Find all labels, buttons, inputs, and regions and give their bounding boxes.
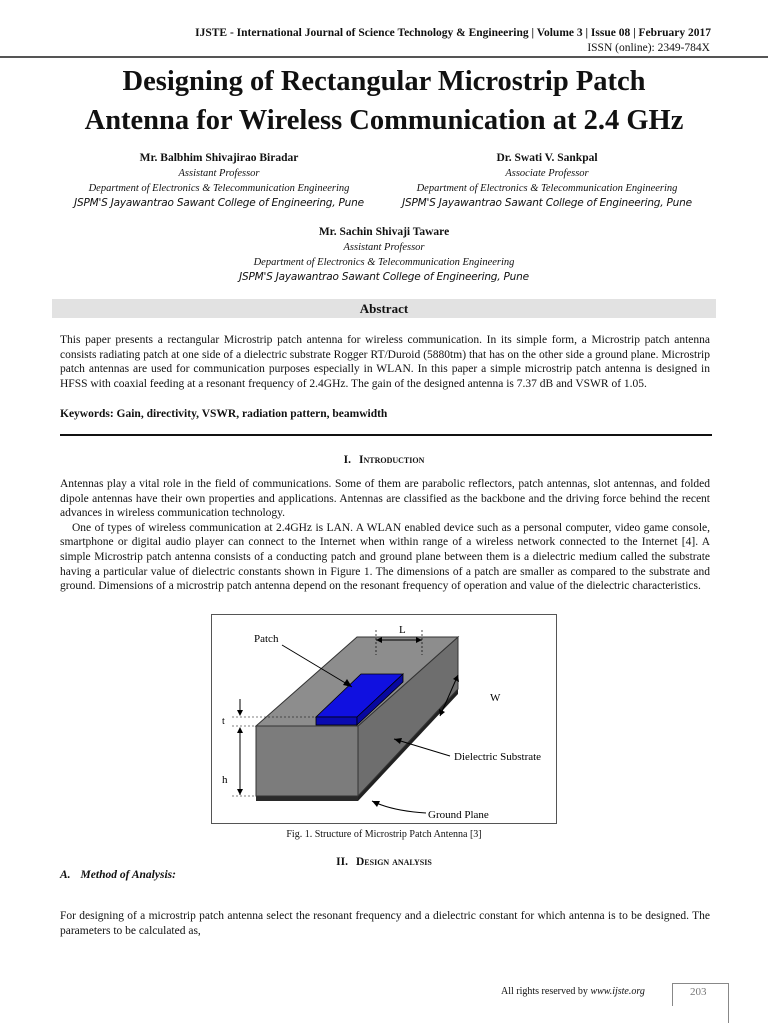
author-1 xyxy=(54,151,384,211)
subsection-letter: A. xyxy=(60,869,71,881)
author-name: Mr. Sachin Shivaji Taware xyxy=(318,226,450,238)
ground-plane-pointer xyxy=(372,801,426,813)
author-college: JSPM'S Jayawantrao Sawant College of Engineering, Pune xyxy=(239,271,529,283)
subsection-heading xyxy=(60,869,176,881)
author-role: Assistant Professor xyxy=(343,242,425,253)
substrate-label: Dielectric Substrate xyxy=(454,751,542,763)
section-heading-design-analysis xyxy=(0,856,768,868)
patch-antenna-diagram xyxy=(212,615,556,823)
author-role: Assistant Professor xyxy=(178,168,260,179)
author-college: JSPM'S Jayawantrao Sawant College of Engineering, Pune xyxy=(74,197,364,209)
height-arrowhead-bottom xyxy=(237,789,243,795)
design-analysis-paragraph: For designing of a microstrip patch antenna select the resonant frequency and a dielectric constant for which antenna is to be designed. The parameters to be calculated as, xyxy=(60,910,710,937)
abstract-rule xyxy=(60,434,712,436)
author-department: Department of Electronics & Telecommunication Engineering xyxy=(88,183,350,194)
author-name: Mr. Balbhim Shivajirao Biradar xyxy=(139,152,299,164)
introduction-body xyxy=(60,477,710,594)
paragraph: Antennas play a vital role in the field of communications. Some of them are parabolic reflectors, patch antennas, slot antennas, and folded dipole antennas have their own properties and applications. Antennas are classified as the backbone and the driving force behind the recent advances in wireless communication technology. xyxy=(60,478,710,520)
width-label: W xyxy=(490,692,501,704)
author-department: Department of Electronics & Telecommunication Engineering xyxy=(416,183,678,194)
thickness-arrowhead-top xyxy=(237,710,243,716)
author-3 xyxy=(214,225,554,285)
length-label: L xyxy=(399,624,406,636)
patch-front xyxy=(316,717,357,725)
section-title: Introduction xyxy=(358,454,425,466)
subsection-title: Method of Analysis: xyxy=(80,869,176,881)
author-department: Department of Electronics & Telecommunication Engineering xyxy=(253,257,515,268)
title-line-2: Antenna for Wireless Communication at 2.4 GHz xyxy=(84,105,684,136)
page-corner-line xyxy=(728,983,729,1023)
website-link[interactable]: www.ijste.org xyxy=(590,986,645,997)
author-role: Associate Professor xyxy=(505,168,589,179)
title-line-1: Designing of Rectangular Microstrip Patch xyxy=(122,66,646,97)
rights-text: All rights reserved by xyxy=(501,986,591,997)
height-label: h xyxy=(222,774,228,786)
section-title: Design analysis xyxy=(356,856,432,868)
section-number: II. xyxy=(336,856,348,868)
abstract-text: This paper presents a rectangular Microstrip patch antenna for wireless communication. In its simple form, a Microstrip patch antenna consists radiating patch at one side of a dielectric substrate Rogger RT/Duroid (5880tm) that has on the other side a ground plane. Microstrip patch antennas are used for communication purposes especially in WLAN. In this paper a simple microstrip patch antenna is designed in HFSS with coaxial feeding at a resonant frequency of 2.4GHz. The gain of the designed antenna is 7.37 dB and VSWR of 1.05. xyxy=(60,334,710,390)
patch-label: Patch xyxy=(254,633,279,645)
paragraph: One of types of wireless communication at 2.4GHz is LAN. A WLAN enabled device such as a personal computer, video game console, smartphone or digital audio player can connect to the Internet when within range of a wireless network connected to the Internet [4]. A simple Microstrip patch antenna consists of a conducting patch and ground plane between them is a dielectric medium called the substrate having a particular value of dielectric constants shown in Figure 1. The dimensions of a patch are smaller as compared to the substrate and ground. Dimensions of a microstrip patch antenna depend on the resonant frequency of operation and value of the dielectric characteristics. xyxy=(60,521,710,593)
author-name: Dr. Swati V. Sankpal xyxy=(496,152,598,164)
figure-caption: Fig. 1. Structure of Microstrip Patch Antenna [3] xyxy=(286,829,482,840)
keywords: Keywords: Gain, directivity, VSWR, radiation pattern, beamwidth xyxy=(60,408,388,420)
section-number: I. xyxy=(343,454,351,466)
paper-title xyxy=(30,62,738,140)
footer-rights xyxy=(501,986,645,997)
substrate-front-face xyxy=(256,726,358,796)
journal-header: IJSTE - International Journal of Science Technology & Engineering | Volume 3 | Issue 08 | February 2017 xyxy=(195,27,711,39)
header-rule xyxy=(0,56,768,58)
thickness-label: t xyxy=(222,716,225,727)
ground-plane-front xyxy=(256,796,358,801)
author-college: JSPM'S Jayawantrao Sawant College of Engineering, Pune xyxy=(402,197,692,209)
section-heading-introduction xyxy=(0,454,768,466)
issn-text: ISSN (online): 2349-784X xyxy=(587,42,710,54)
figure-1 xyxy=(211,614,557,824)
page-number: 203 xyxy=(690,986,707,998)
author-2 xyxy=(380,151,714,211)
ground-plane-label: Ground Plane xyxy=(428,809,489,821)
abstract-heading: Abstract xyxy=(52,299,716,318)
